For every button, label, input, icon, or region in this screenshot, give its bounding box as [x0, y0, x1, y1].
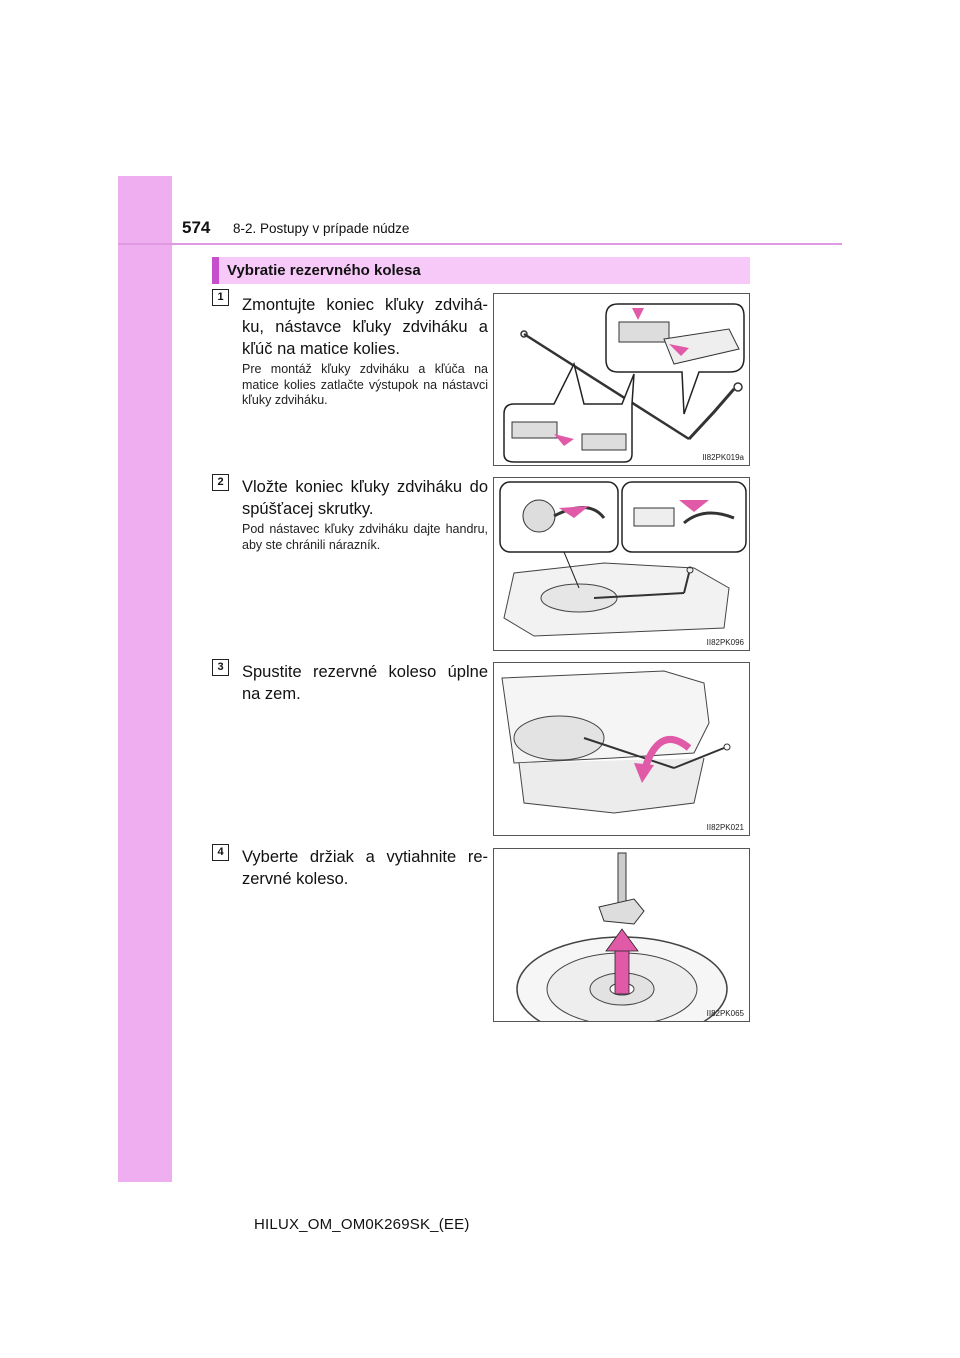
section-heading	[212, 257, 750, 284]
step-number-3: 3	[212, 659, 229, 676]
figure-jack-handle-assembly	[493, 293, 750, 466]
figure-lower-spare-tire	[493, 662, 750, 836]
figure-code: II82PK021	[706, 823, 744, 832]
figure-code: II82PK096	[706, 638, 744, 647]
document-id: HILUX_OM_OM0K269SK_(EE)	[254, 1216, 470, 1233]
step-4-text: Vyberte držiak a vytiahnite re- zervné koleso.	[242, 848, 488, 888]
page-number: 574	[182, 218, 211, 237]
step-1-note: Pre montáž kľuky zdviháku a kľúča na matice kolies zatlačte výstupok na nástavci kľuky zdviháku.	[242, 362, 488, 407]
header-divider	[118, 243, 842, 245]
step-number-4: 4	[212, 844, 229, 861]
step-number-1: 1	[212, 289, 229, 306]
section-title: Vybratie rezervného kolesa	[227, 262, 421, 279]
section-accent	[212, 257, 219, 284]
figure-code: II82PK065	[706, 1009, 744, 1018]
step-1-text: Zmontujte koniec kľuky zdvihá- ku, nástavce kľuky zdviháku a kľúč na matice kolies.	[242, 296, 488, 358]
figure-insert-handle-into-bolt	[493, 477, 750, 651]
step-number-2: 2	[212, 474, 229, 491]
figure-remove-spare-tire	[493, 848, 750, 1022]
step-3-text: Spustite rezervné koleso úplne na zem.	[242, 663, 488, 703]
chapter-side-tab	[118, 176, 172, 1182]
chapter-title: 8-2. Postupy v prípade núdze	[233, 221, 410, 236]
figure-code: II82PK019a	[702, 453, 744, 462]
step-2-text: Vložte koniec kľuky zdviháku do spúšťacej skrutky.	[242, 478, 488, 518]
step-2-note: Pod nástavec kľuky zdviháku dajte handru, aby ste chránili nárazník.	[242, 522, 488, 552]
